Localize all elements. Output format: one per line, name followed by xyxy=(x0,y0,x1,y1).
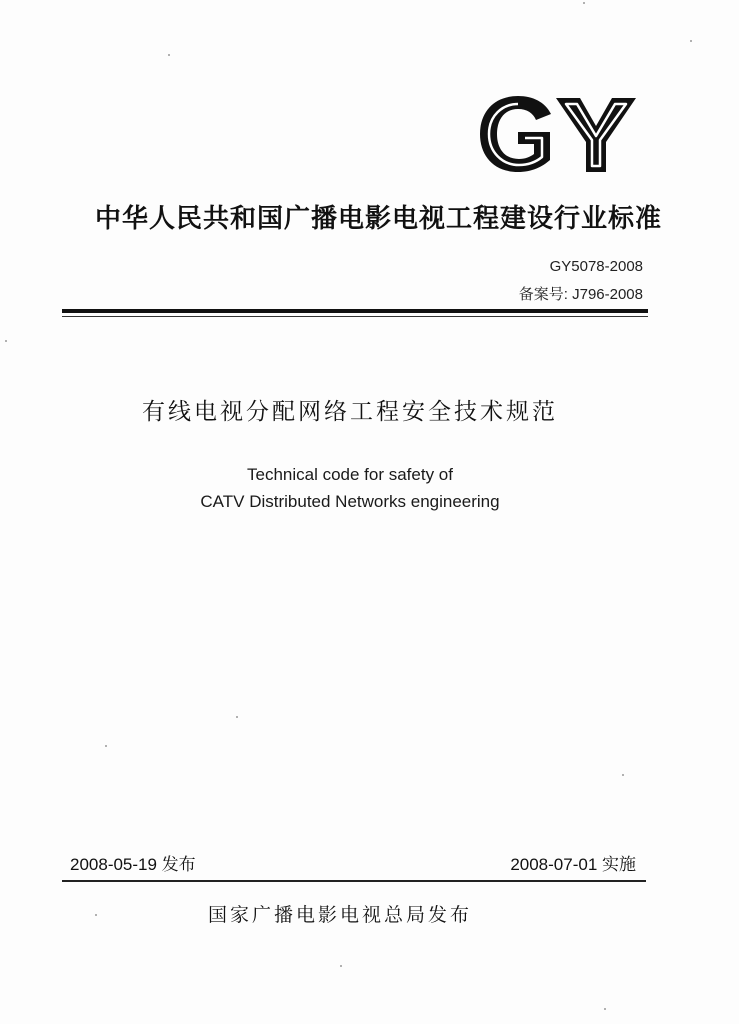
document-title-chinese: 有线电视分配网络工程安全技术规范 xyxy=(142,399,558,425)
scan-speck xyxy=(168,54,170,56)
scan-speck xyxy=(622,774,624,776)
scan-speck xyxy=(95,914,97,916)
record-number: 备案号: J796-2008 xyxy=(518,286,643,303)
footer-divider xyxy=(62,880,646,882)
scan-speck xyxy=(604,1008,606,1010)
standard-category: 中华人民共和国广播电影电视工程建设行业标准 xyxy=(95,204,663,234)
document-title-english-line1: Technical code for safety of xyxy=(246,465,453,484)
scan-speck xyxy=(236,716,238,718)
scan-speck xyxy=(690,40,692,42)
logo-text xyxy=(478,174,479,175)
scan-speck xyxy=(583,2,585,4)
scan-speck xyxy=(105,745,107,747)
header-divider-thin xyxy=(62,316,648,317)
issuing-authority: 国家广播电影电视总局发布 xyxy=(207,904,472,926)
issue-date: 2008-05-19 发布 xyxy=(70,855,196,874)
gy-logo-icon xyxy=(478,92,640,174)
standard-number: GY5078-2008 xyxy=(549,258,643,275)
header-divider-thick xyxy=(62,309,648,313)
scan-speck xyxy=(5,340,7,342)
implementation-date: 2008-07-01 实施 xyxy=(510,855,636,874)
gy-logo xyxy=(478,92,640,174)
scan-speck xyxy=(340,965,342,967)
document-title-english-line2: CATV Distributed Networks engineering xyxy=(200,492,500,511)
